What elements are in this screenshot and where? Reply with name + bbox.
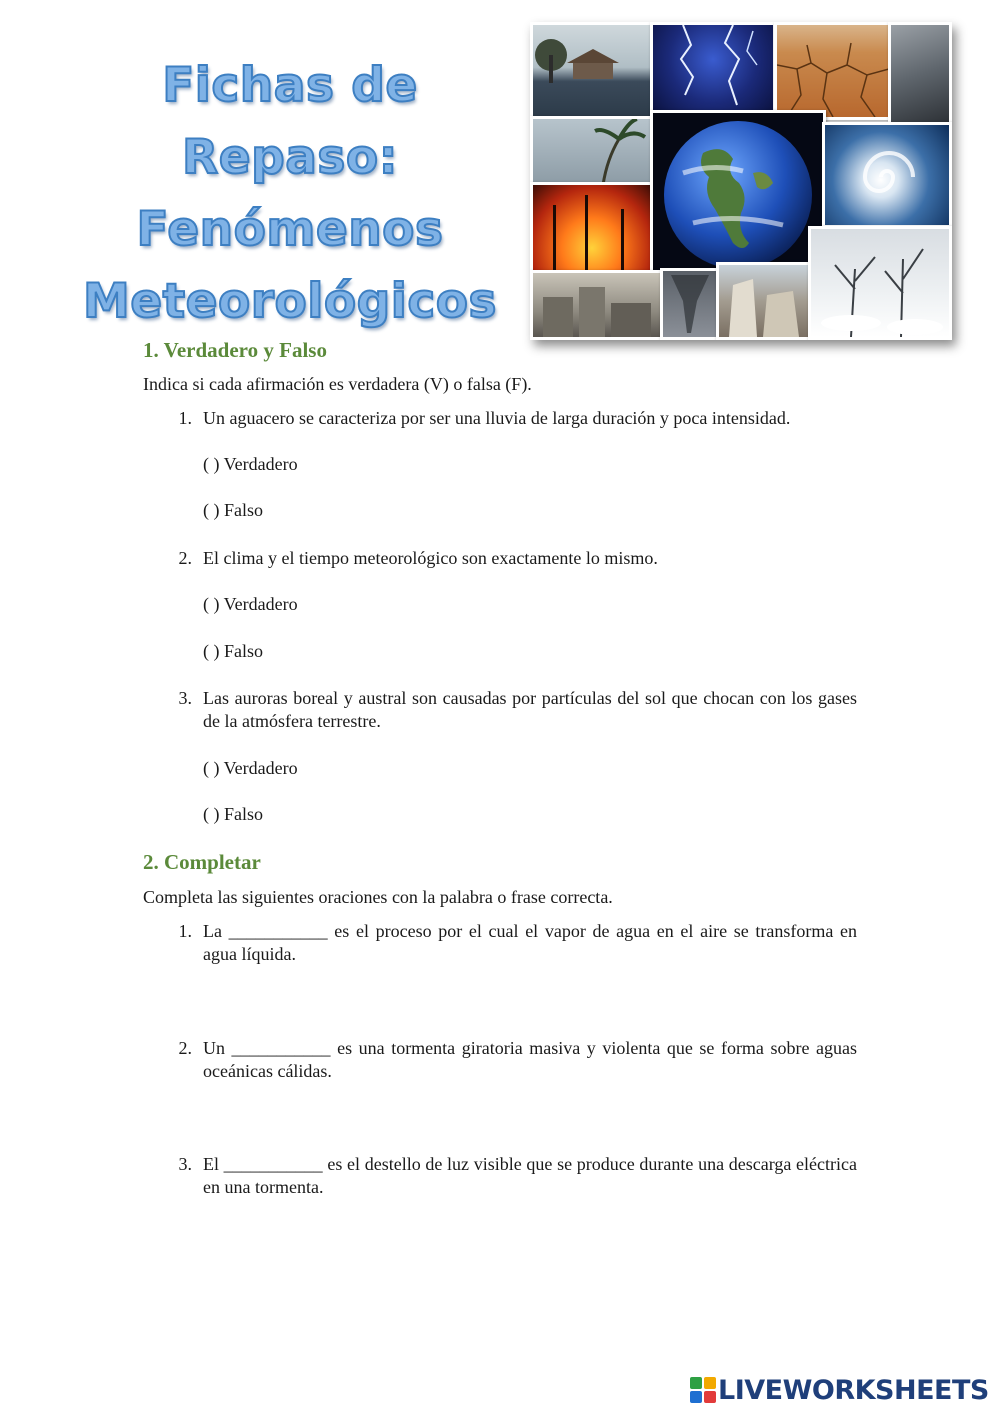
fill-blank-sentence[interactable]: Un ___________ es una tormenta giratoria masiva y violenta que se forma sobre aguas oceánicas cálidas. bbox=[203, 1038, 857, 1081]
palm-tree-icon bbox=[533, 119, 651, 185]
wind-storm-photo bbox=[530, 116, 654, 188]
flood-house-icon bbox=[533, 25, 651, 119]
earth-globe-photo bbox=[650, 110, 826, 280]
question-text: Las auroras boreal y austral son causadas por partículas del sol que chocan con los gases de la atmósfera terrestre. bbox=[203, 688, 857, 731]
snow-tree-icon bbox=[811, 229, 949, 337]
logo-text: LIVEWORKSHEETS bbox=[718, 1374, 989, 1406]
globe-icon bbox=[653, 113, 823, 277]
option-false[interactable]: ( ) Falso bbox=[203, 641, 263, 661]
question-number: 1. bbox=[178, 408, 192, 428]
logo-blocks-icon bbox=[690, 1377, 716, 1403]
tornado-icon bbox=[663, 271, 717, 337]
cracked-earth-icon bbox=[777, 25, 889, 117]
question-number: 1. bbox=[178, 921, 192, 941]
flood-photo bbox=[530, 22, 654, 122]
tornado-photo bbox=[660, 268, 720, 340]
hurricane-satellite-photo bbox=[822, 122, 952, 228]
drought-photo bbox=[774, 22, 892, 120]
question-text: Un aguacero se caracteriza por ser una lluvia de larga duración y poca intensidad. bbox=[203, 408, 791, 428]
cyclone-spiral-icon bbox=[825, 125, 949, 225]
section-heading-true-false: 1. Verdadero y Falso bbox=[143, 338, 327, 362]
collapsed-building-icon bbox=[719, 265, 809, 337]
section-instruction: Completa las siguientes oraciones con la palabra o frase correcta. bbox=[143, 887, 613, 907]
question-number: 3. bbox=[178, 1154, 192, 1174]
section-heading-complete: 2. Completar bbox=[143, 850, 261, 874]
title-line-2: Repaso: bbox=[182, 130, 398, 185]
burning-trees-icon bbox=[533, 185, 651, 275]
option-true[interactable]: ( ) Verdadero bbox=[203, 758, 298, 778]
lightning-bolt-icon bbox=[653, 25, 773, 111]
snowstorm-photo bbox=[808, 226, 952, 340]
question-number: 2. bbox=[178, 1038, 192, 1058]
volcano-ash-photo bbox=[888, 22, 952, 126]
option-true[interactable]: ( ) Verdadero bbox=[203, 454, 298, 474]
title-line-4: Meteorológicos bbox=[82, 274, 498, 329]
liveworksheets-logo[interactable] bbox=[690, 1372, 989, 1408]
fill-blank-sentence[interactable]: El ___________ es el destello de luz visible que se produce durante una descarga eléctrica en una tormenta. bbox=[203, 1154, 857, 1197]
title-line-1: Fichas de bbox=[162, 58, 418, 113]
city-smog-photo bbox=[530, 270, 664, 340]
weather-collage-image bbox=[530, 22, 952, 340]
earthquake-ruins-photo bbox=[716, 262, 812, 340]
lightning-photo bbox=[650, 22, 776, 114]
question-text: El clima y el tiempo meteorológico son exactamente lo mismo. bbox=[203, 548, 658, 568]
fill-blank-sentence[interactable]: La ___________ es el proceso por el cual el vapor de agua en el aire se transforma en agua líquida. bbox=[203, 921, 857, 964]
section-instruction: Indica si cada afirmación es verdadera (V) o falsa (F). bbox=[143, 374, 532, 394]
wildfire-photo bbox=[530, 182, 654, 278]
option-false[interactable]: ( ) Falso bbox=[203, 500, 263, 520]
buildings-icon bbox=[533, 273, 661, 337]
option-true[interactable]: ( ) Verdadero bbox=[203, 594, 298, 614]
title-line-3: Fenómenos bbox=[136, 202, 444, 257]
worksheet-title bbox=[60, 50, 520, 338]
option-false[interactable]: ( ) Falso bbox=[203, 804, 263, 824]
question-number: 2. bbox=[178, 548, 192, 568]
question-number: 3. bbox=[178, 688, 192, 708]
